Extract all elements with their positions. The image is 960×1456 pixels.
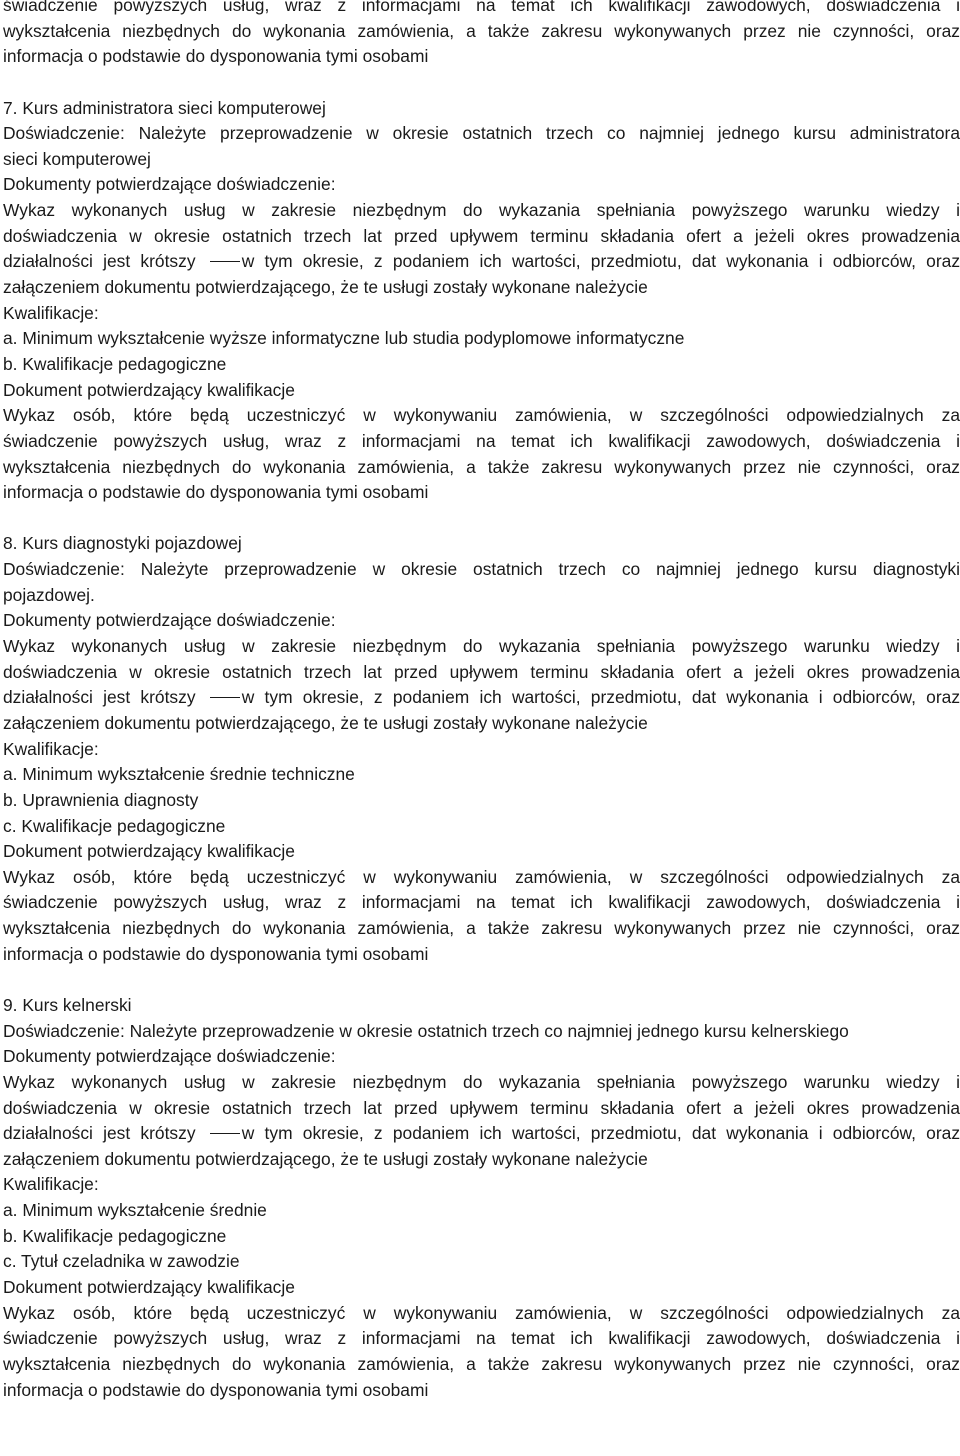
em-dash [210, 1133, 240, 1134]
paragraph-gap [3, 70, 960, 96]
documents-label: Dokumenty potwierdzające doświadczenie: [3, 610, 336, 631]
qualification-doc-text: świadczenie powyższych usług, wraz z informacjami na temat ich kwalifikacji zawodowych, doświadczenia i [3, 430, 960, 451]
documents-text: załączeniem dokumentu potwierdzającego, że te usługi zostały wykonane należycie [3, 277, 648, 298]
qualification-doc-text: wykształcenia niezbędnych do wykonania zamówienia, a także zakresu wykonywanych przez nie czynności, oraz [3, 456, 960, 477]
text-line: wykształcenia niezbędnych do wykonania zamówienia, a także zakresu wykonywanych przez nie czynności, oraz [3, 20, 960, 41]
experience-text: Doświadczenie: Należyte przeprowadzenie w okresie ostatnich trzech co najmniej jednego kursu diagnostyki [3, 559, 960, 580]
qualification-doc-text: informacja o podstawie do dysponowania tymi osobami [3, 482, 429, 503]
text-line: świadczenie powyższych usług, wraz z informacjami na temat ich kwalifikacji zawodowych, doświadczenia i [3, 0, 960, 15]
section-heading: 9. Kurs kelnerski [3, 994, 132, 1015]
qualification-item: b. Kwalifikacje pedagogiczne [3, 353, 227, 374]
experience-text: pojazdowej. [3, 584, 95, 605]
section-course-8 [3, 531, 960, 967]
experience-text: sieci komputerowej [3, 148, 151, 169]
em-dash [210, 261, 240, 262]
documents-text [3, 1121, 960, 1147]
documents-text: doświadczenia w okresie ostatnich trzech lat przed upływem terminu składania ofert a jeżeli okres prowadzenia [3, 661, 960, 682]
documents-text: doświadczenia w okresie ostatnich trzech lat przed upływem terminu składania ofert a jeżeli okres prowadzenia [3, 225, 960, 246]
text-fragment: w tym okresie, z podaniem ich wartości, przedmiotu, dat wykonania i odbiorców, oraz [241, 1123, 960, 1144]
section-course-9 [3, 993, 960, 1403]
documents-text [3, 685, 960, 711]
text-line: informacja o podstawie do dysponowania tymi osobami [3, 46, 429, 67]
qualification-item: c. Tytuł czeladnika w zawodzie [3, 1251, 240, 1272]
qualification-item: a. Minimum wykształcenie wyższe informatyczne lub studia podyplomowe informatyczne [3, 328, 685, 349]
qualification-item: c. Kwalifikacje pedagogiczne [3, 815, 226, 836]
documents-text: Wykaz wykonanych usług w zakresie niezbędnym do wykazania spełniania powyższego warunku wiedzy i [3, 200, 960, 221]
documents-label: Dokumenty potwierdzające doświadczenie: [3, 174, 336, 195]
qualification-doc-text: Wykaz osób, które będą uczestniczyć w wykonywaniu zamówienia, w szczególności odpowiedzialnych za [3, 405, 960, 426]
qualification-doc-text: informacja o podstawie do dysponowania tymi osobami [3, 943, 429, 964]
qualification-doc-label: Dokument potwierdzający kwalifikacje [3, 1277, 295, 1298]
qualification-item: b. Uprawnienia diagnosty [3, 789, 199, 810]
qualification-doc-text: wykształcenia niezbędnych do wykonania zamówienia, a także zakresu wykonywanych przez nie czynności, oraz [3, 918, 960, 939]
text-fragment: działalności jest krótszy [3, 687, 196, 708]
qualification-doc-text: świadczenie powyższych usług, wraz z informacjami na temat ich kwalifikacji zawodowych, doświadczenia i [3, 892, 960, 913]
qualification-item: a. Minimum wykształcenie średnie techniczne [3, 764, 355, 785]
section-course-7 [3, 96, 960, 506]
documents-text [3, 249, 960, 275]
qualification-doc-text: Wykaz osób, które będą uczestniczyć w wykonywaniu zamówienia, w szczególności odpowiedzialnych za [3, 1302, 960, 1323]
intro-paragraph [3, 0, 960, 70]
experience-text: Doświadczenie: Należyte przeprowadzenie w okresie ostatnich trzech co najmniej jednego kursu kelnerskiego [3, 1020, 849, 1041]
qualification-doc-text: wykształcenia niezbędnych do wykonania zamówienia, a także zakresu wykonywanych przez nie czynności, oraz [3, 1353, 960, 1374]
qualification-doc-label: Dokument potwierdzający kwalifikacje [3, 379, 295, 400]
qualification-doc-text: świadczenie powyższych usług, wraz z informacjami na temat ich kwalifikacji zawodowych, doświadczenia i [3, 1328, 960, 1349]
text-fragment: w tym okresie, z podaniem ich wartości, przedmiotu, dat wykonania i odbiorców, oraz [241, 251, 960, 272]
qualifications-label: Kwalifikacje: [3, 738, 99, 759]
qualification-doc-text: Wykaz osób, które będą uczestniczyć w wykonywaniu zamówienia, w szczególności odpowiedzialnych za [3, 866, 960, 887]
documents-label: Dokumenty potwierdzające doświadczenie: [3, 1046, 336, 1067]
text-fragment: w tym okresie, z podaniem ich wartości, przedmiotu, dat wykonania i odbiorców, oraz [241, 687, 960, 708]
documents-text: doświadczenia w okresie ostatnich trzech lat przed upływem terminu składania ofert a jeżeli okres prowadzenia [3, 1097, 960, 1118]
qualification-item: b. Kwalifikacje pedagogiczne [3, 1225, 227, 1246]
qualifications-label: Kwalifikacje: [3, 1174, 99, 1195]
text-fragment: działalności jest krótszy [3, 251, 196, 272]
experience-text: Doświadczenie: Należyte przeprowadzenie w okresie ostatnich trzech co najmniej jednego kursu administratora [3, 123, 960, 144]
qualifications-label: Kwalifikacje: [3, 302, 99, 323]
em-dash [210, 697, 240, 698]
qualification-doc-text: informacja o podstawie do dysponowania tymi osobami [3, 1379, 429, 1400]
documents-text: załączeniem dokumentu potwierdzającego, że te usługi zostały wykonane należycie [3, 712, 648, 733]
text-fragment: działalności jest krótszy [3, 1123, 196, 1144]
paragraph-gap [3, 967, 960, 993]
qualification-item: a. Minimum wykształcenie średnie [3, 1200, 267, 1221]
section-heading: 7. Kurs administratora sieci komputerowej [3, 97, 326, 118]
qualification-doc-label: Dokument potwierdzający kwalifikacje [3, 841, 295, 862]
documents-text: Wykaz wykonanych usług w zakresie niezbędnym do wykazania spełniania powyższego warunku wiedzy i [3, 1071, 960, 1092]
documents-text: Wykaz wykonanych usług w zakresie niezbędnym do wykazania spełniania powyższego warunku wiedzy i [3, 636, 960, 657]
section-heading: 8. Kurs diagnostyki pojazdowej [3, 533, 242, 554]
document-page [3, 0, 960, 1403]
paragraph-gap [3, 506, 960, 532]
documents-text: załączeniem dokumentu potwierdzającego, że te usługi zostały wykonane należycie [3, 1148, 648, 1169]
